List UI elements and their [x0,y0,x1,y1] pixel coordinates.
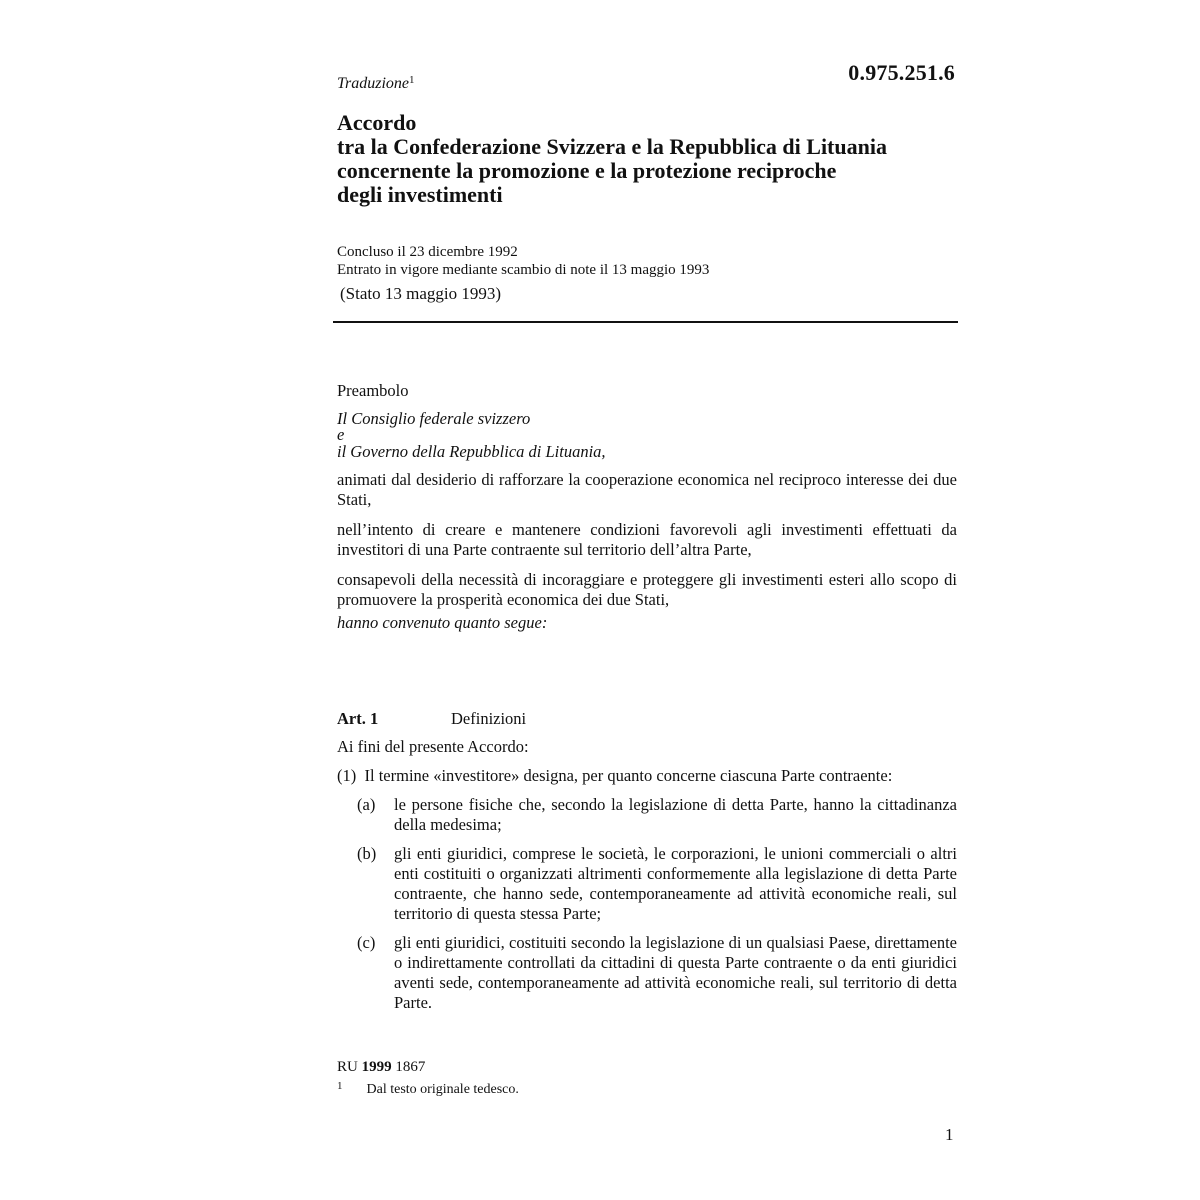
preamble-closing: hanno convenuto quanto segue: [337,613,548,632]
footnote-ref: 1 [409,74,415,86]
party-lithuania: il Governo della Repubblica di Lituania, [337,442,606,461]
item-label: (1) [337,766,357,785]
article-number: Art. 1 [337,709,379,728]
article-item-1 [337,766,957,786]
sub-item-c [337,933,957,1013]
sr-number: 0.975.251.6 [848,60,955,85]
sub-item-label: (a) [357,795,376,814]
party-conjunction: e [337,425,345,444]
article-title: Definizioni [451,709,527,728]
sub-item-b [337,844,957,924]
preamble-paragraph: animati dal desiderio di rafforzare la cooperazione economica nel reciproco interesse dei due Stati, [337,470,957,509]
sub-item-text: le persone fisiche che, secondo la legislazione di detta Parte, hanno la cittadinanza della medesima; [394,795,957,834]
footnote-text: Dal testo originale tedesco. [366,1082,519,1097]
sub-item-a [337,795,957,835]
sub-item-text: gli enti giuridici, comprese le società, le corporazioni, le unioni commerciali o altri enti costituiti o organizzati altrimenti conformemente alla legislazione di detta Parte contraente, che hanno sede, contemporaneamente ad attività economiche reali, sul territorio di questa stessa Parte; [394,844,957,923]
party-switzerland: Il Consiglio federale svizzero [337,409,531,428]
footnote-number: 1 [337,1080,343,1092]
in-force-date: Entrato in vigore mediante scambio di note il 13 maggio 1993 [337,262,710,278]
title-line: Accordo [337,110,417,135]
title-line: degli investimenti [337,182,503,207]
article-1-body [337,737,957,1013]
title-line: tra la Confederazione Svizzera e la Repubblica di Lituania [337,134,887,159]
preamble [337,381,957,633]
footnote [337,1080,519,1098]
title-line: concernente la promozione e la protezione reciproche [337,158,837,183]
document-title [337,111,977,207]
sub-item-label: (b) [357,844,377,863]
sub-item-text: gli enti giuridici, costituiti secondo la legislazione di un qualsiasi Paese, direttamente o indirettamente controllati da cittadini di questa Parte contraente o da enti giuridici aventi sede, contemporaneamente ad attività economiche reali, sul territorio di detta Parte. [394,933,957,1012]
article-intro: Ai fini del presente Accordo: [337,737,529,756]
preamble-paragraph: consapevoli della necessità di incoraggiare e proteggere gli investimenti esteri allo scopo di promuovere la prosperità economica dei due Stati, [337,570,957,609]
item-text: Il termine «investitore» designa, per quanto concerne ciascuna Parte contraente: [364,766,893,785]
header-divider [333,321,958,323]
article-heading [337,709,957,729]
status-date: (Stato 13 maggio 1993) [340,284,502,303]
preamble-heading: Preambolo [337,381,409,400]
sub-item-label: (c) [357,933,376,952]
preamble-paragraph: nell’intento di creare e mantenere condizioni favorevoli agli investimenti effettuati da investitori di una Parte contraente sul territorio dell’altra Parte, [337,520,957,559]
ru-reference: RU 1999 1867 [337,1059,426,1075]
conclusion-info [337,243,709,279]
concluded-date: Concluso il 23 dicembre 1992 [337,244,518,260]
page-number: 1 [945,1125,954,1144]
translation-label: Traduzione$^1$ [337,74,415,92]
